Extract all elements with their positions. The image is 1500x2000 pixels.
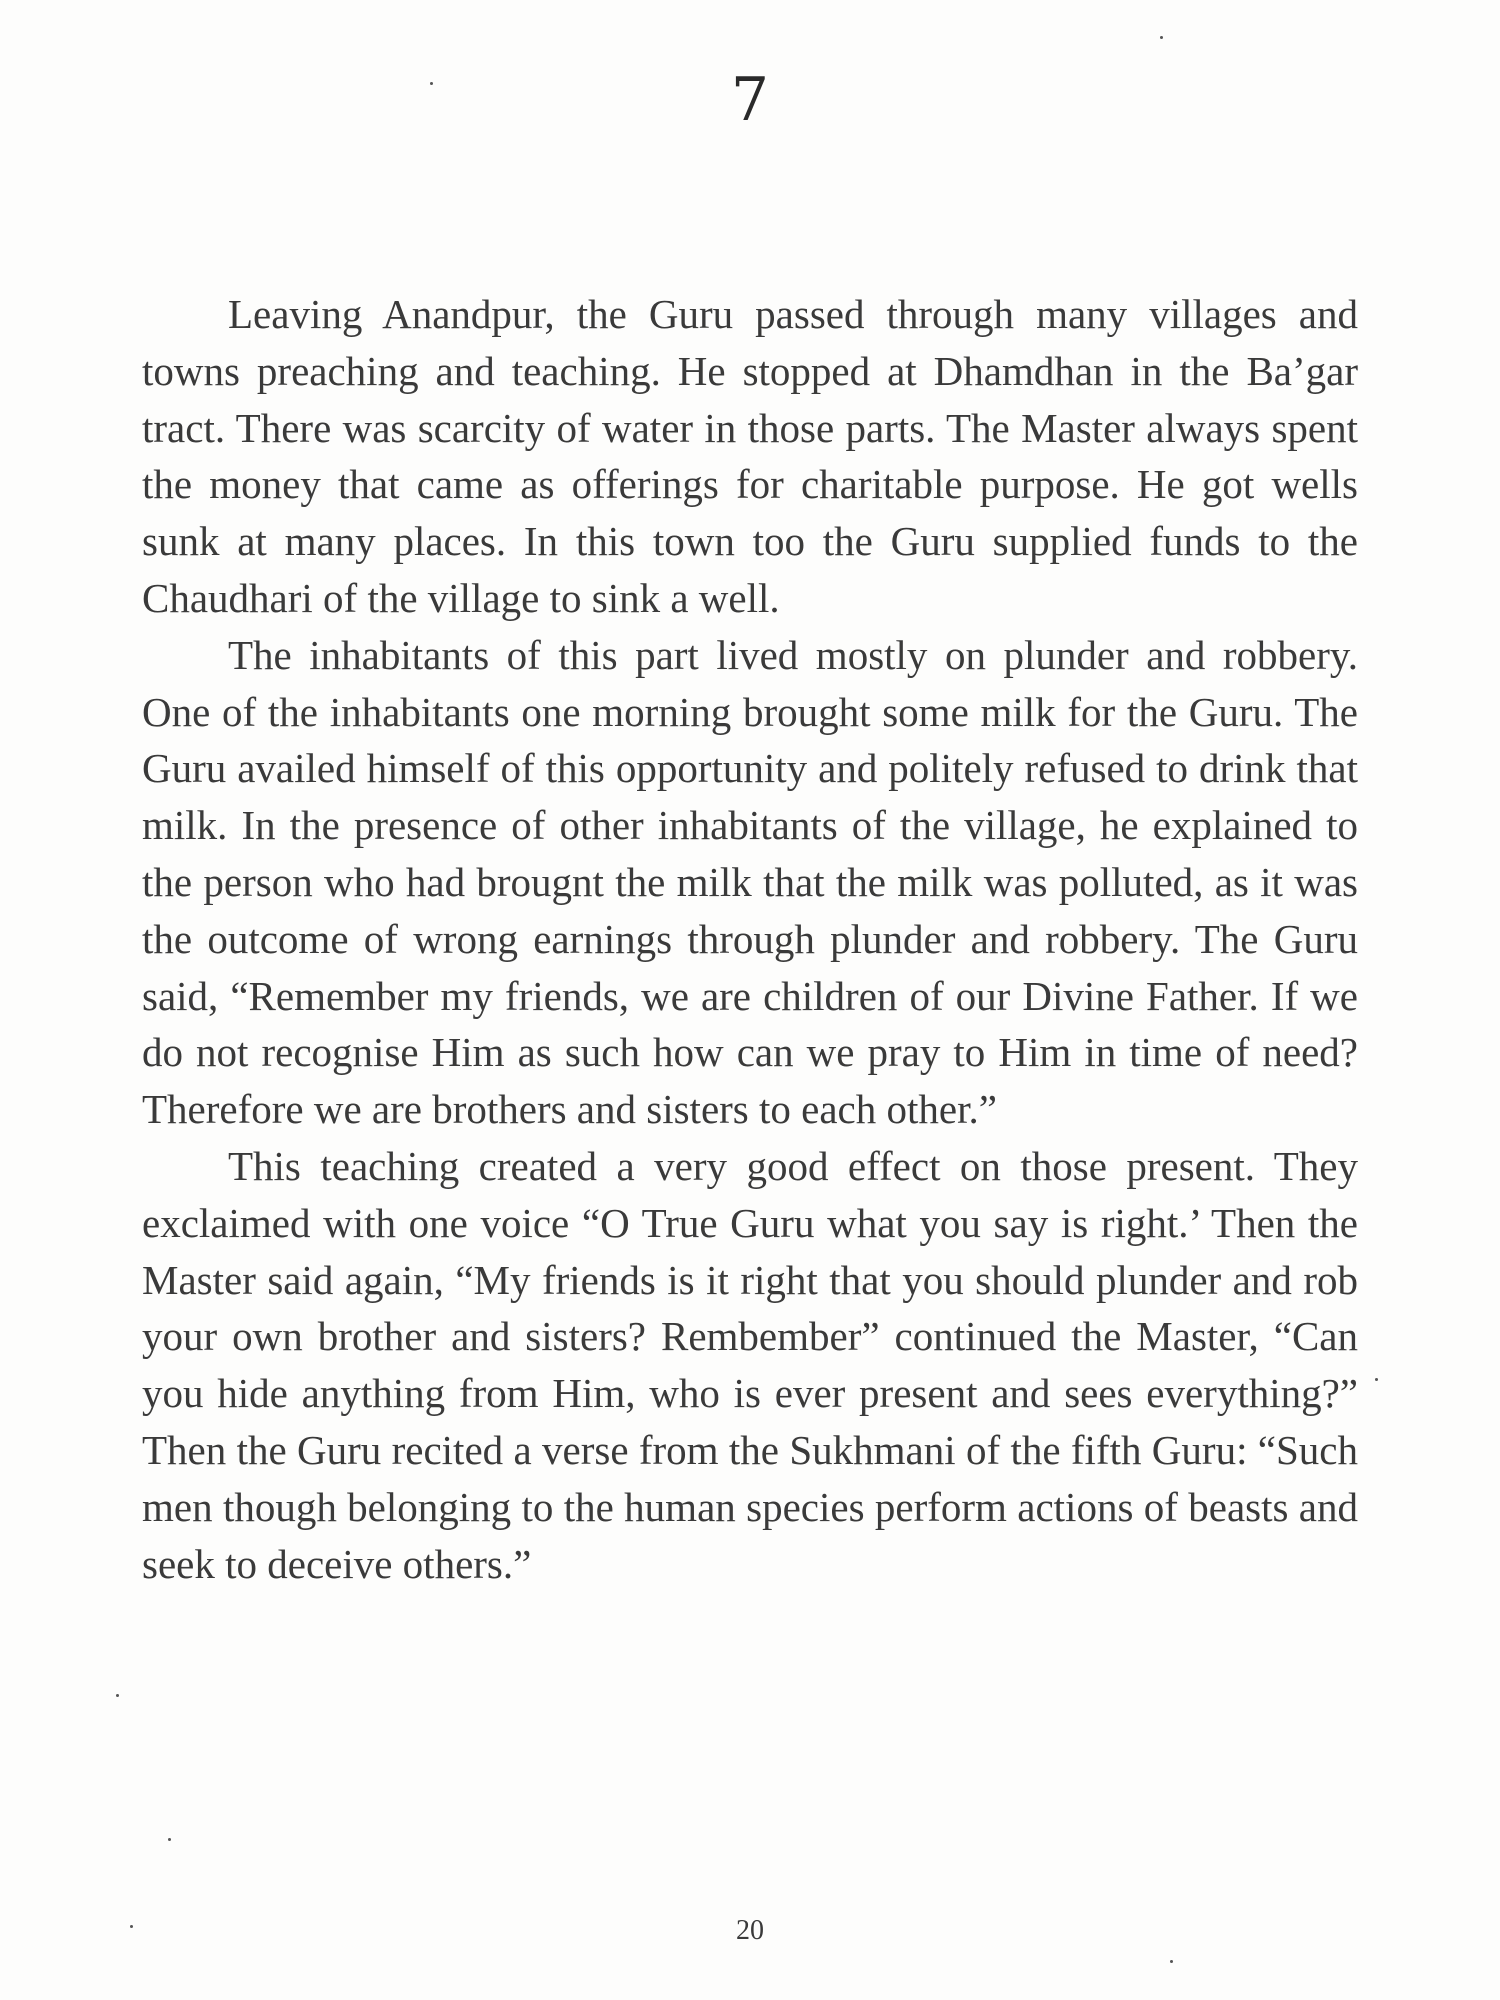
scan-speck (430, 82, 433, 85)
paragraph-2: The inhabitants of this part lived mostly on plunder and robbery. One of the inhabitants one morning brought some milk for the Guru. The Guru availed himself of this opportunity and politely refused to drink that milk. In the presence of other inhabitants of the village, he explained to the person who had brougnt the milk that the milk was polluted, as it was the outcome of wrong earnings through plunder and robbery. The Guru said, “Remember my friends, we are children of our Divine Father. If we do not recognise Him as such how can we pray to Him in time of need? Therefore we are brothers and sisters to each other.” (142, 631, 1358, 1133)
scan-speck (1160, 36, 1163, 39)
page-number: 20 (736, 1915, 764, 1946)
body-text (142, 286, 1358, 1592)
scan-speck (168, 1838, 171, 1841)
handwritten-chapter-mark: 7 (730, 65, 770, 135)
scan-speck (130, 1925, 133, 1928)
paragraph-3: This teaching created a very good effect on those present. They exclaimed with one voice “O True Guru what you say is right.’ Then the Master said again, “My friends is it right that you should plunder and rob your own brother and sisters? Rembember” continued the Master, “Can you hide anything from Him, who is ever present and sees everything?” Then the Guru recited a verse from the Sukhmani of the fifth Guru: “Such men though belonging to the human species perform actions of beasts and seek to deceive others.” (142, 1142, 1358, 1587)
scan-speck (1170, 1960, 1173, 1963)
paragraph-1: Leaving Anandpur, the Guru passed through many villages and towns preaching and teaching. He stopped at Dhamdhan in the Ba’gar tract. There was scarcity of water in those parts. The Master always spent the money that came as offerings for charitable purpose. He got wells sunk at many places. In this town too the Guru supplied funds to the Chaudhari of the village to sink a well. (142, 291, 1358, 621)
scan-speck (116, 1694, 119, 1697)
scan-speck (1375, 1378, 1378, 1381)
